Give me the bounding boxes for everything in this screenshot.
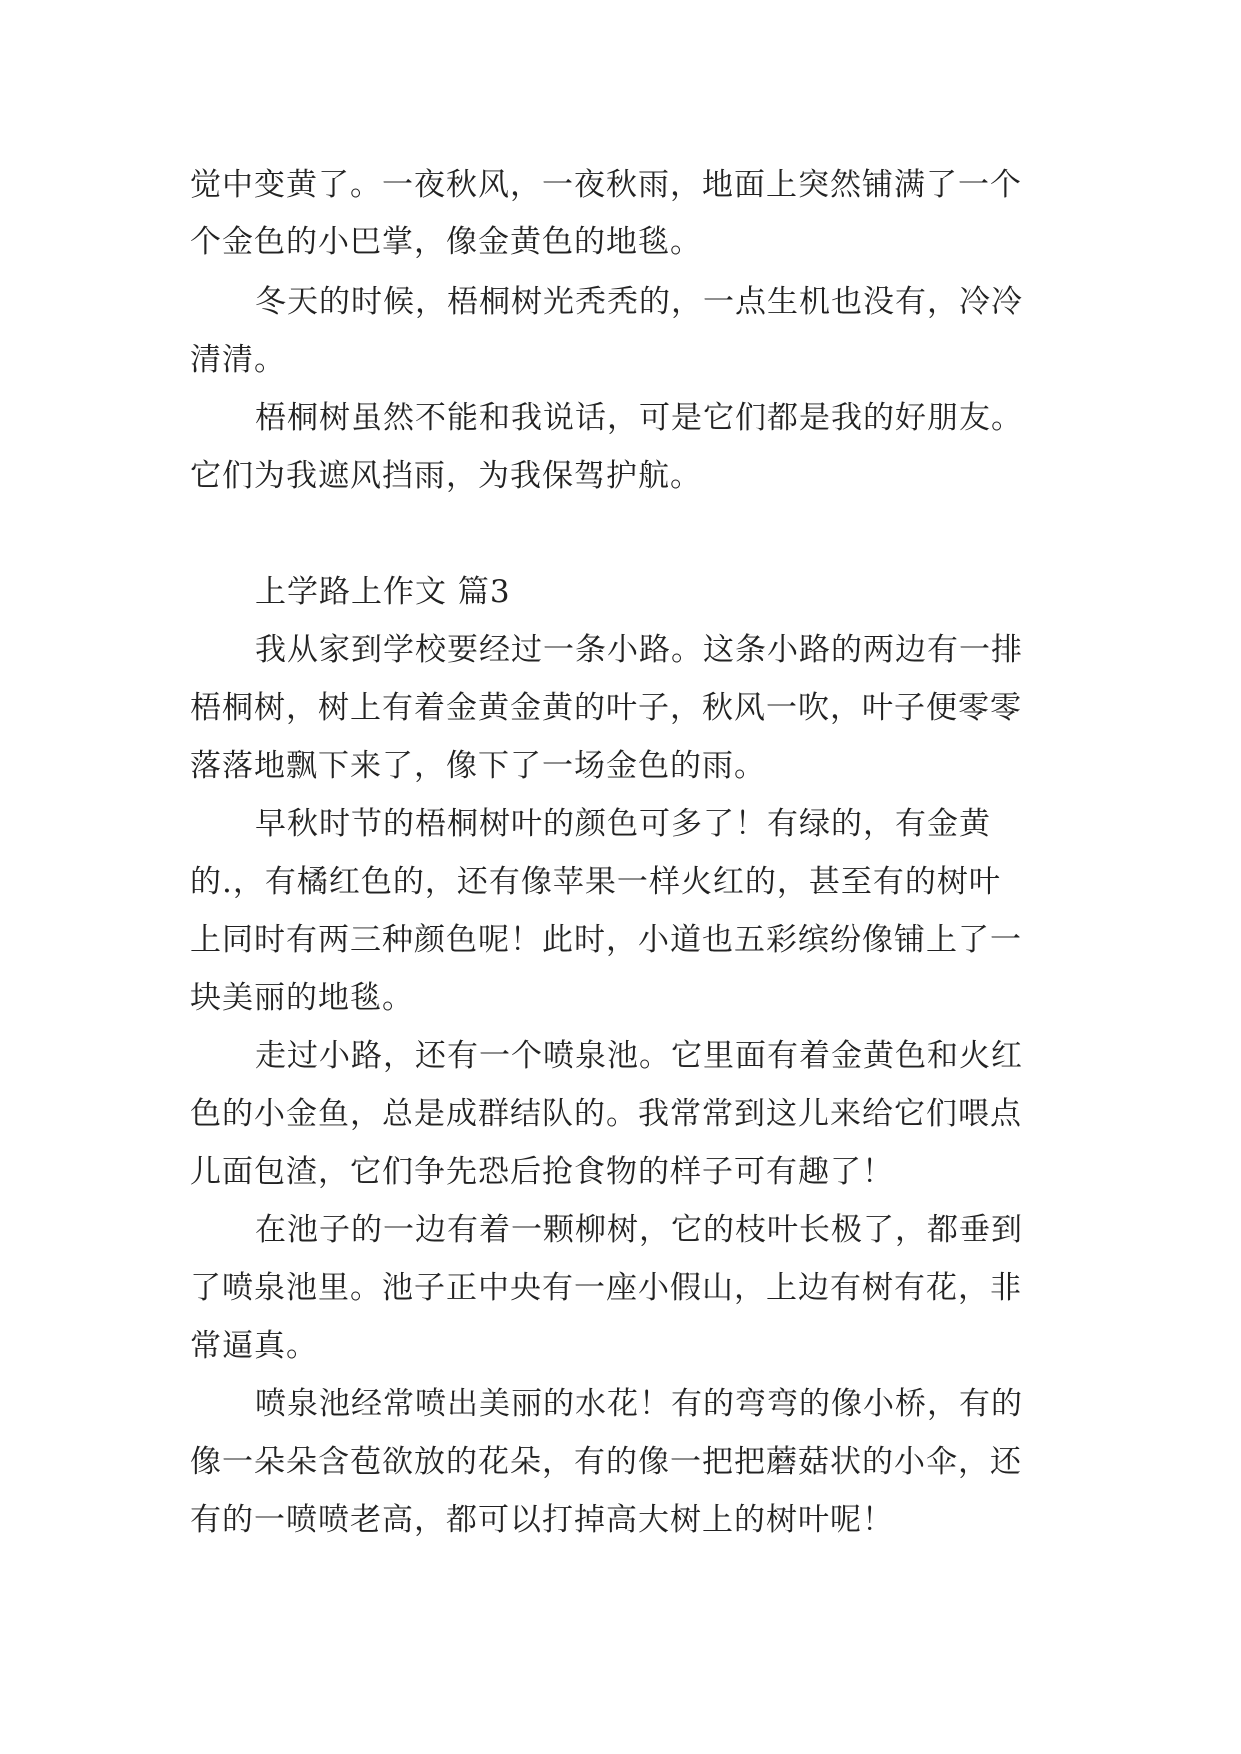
paragraph-line: 它们为我遮风挡雨，为我保驾护航。: [190, 458, 702, 494]
paragraph-line: 落落地飘下来了，像下了一场金色的雨。: [190, 748, 766, 784]
paragraph-line: 色的小金鱼，总是成群结队的。我常常到这儿来给它们喂点: [190, 1096, 1022, 1132]
paragraph-line: 我从家到学校要经过一条小路。这条小路的两边有一排: [255, 632, 1023, 668]
paragraph-line: 冬天的时候，梧桐树光秃秃的，一点生机也没有，冷冷: [255, 284, 1023, 320]
paragraph-line: 有的一喷喷老高，都可以打掉高大树上的树叶呢！: [190, 1502, 894, 1538]
paragraph-line: 梧桐树，树上有着金黄金黄的叶子，秋风一吹，叶子便零零: [190, 690, 1022, 726]
paragraph-line: 了喷泉池里。池子正中央有一座小假山，上边有树有花，非: [190, 1270, 1022, 1306]
paragraph-line: 儿面包渣，它们争先恐后抢食物的样子可有趣了！: [190, 1154, 894, 1190]
paragraph-line: 个金色的小巴掌，像金黄色的地毯。: [190, 224, 702, 260]
paragraph-line: 在池子的一边有着一颗柳树，它的枝叶长极了，都垂到: [255, 1212, 1023, 1248]
paragraph-line: 上同时有两三种颜色呢！此时，小道也五彩缤纷像铺上了一: [190, 922, 1022, 958]
paragraph-line: 走过小路，还有一个喷泉池。它里面有着金黄色和火红: [255, 1038, 1023, 1074]
paragraph-line: 像一朵朵含苞欲放的花朵，有的像一把把蘑菇状的小伞，还: [190, 1444, 1022, 1480]
paragraph-line: 的.，有橘红色的，还有像苹果一样火红的，甚至有的树叶: [190, 864, 1001, 900]
section-heading: 上学路上作文 篇3: [255, 574, 511, 610]
paragraph-line: 喷泉池经常喷出美丽的水花！有的弯弯的像小桥，有的: [255, 1386, 1023, 1422]
paragraph-line: 梧桐树虽然不能和我说话，可是它们都是我的好朋友。: [255, 400, 1023, 436]
paragraph-line: 常逼真。: [190, 1328, 318, 1364]
paragraph-line: 早秋时节的梧桐树叶的颜色可多了！有绿的，有金黄: [255, 806, 991, 842]
paragraph-line: 觉中变黄了。一夜秋风，一夜秋雨，地面上突然铺满了一个: [190, 167, 1022, 203]
paragraph-line: 块美丽的地毯。: [190, 980, 414, 1016]
paragraph-line: 清清。: [190, 342, 286, 378]
